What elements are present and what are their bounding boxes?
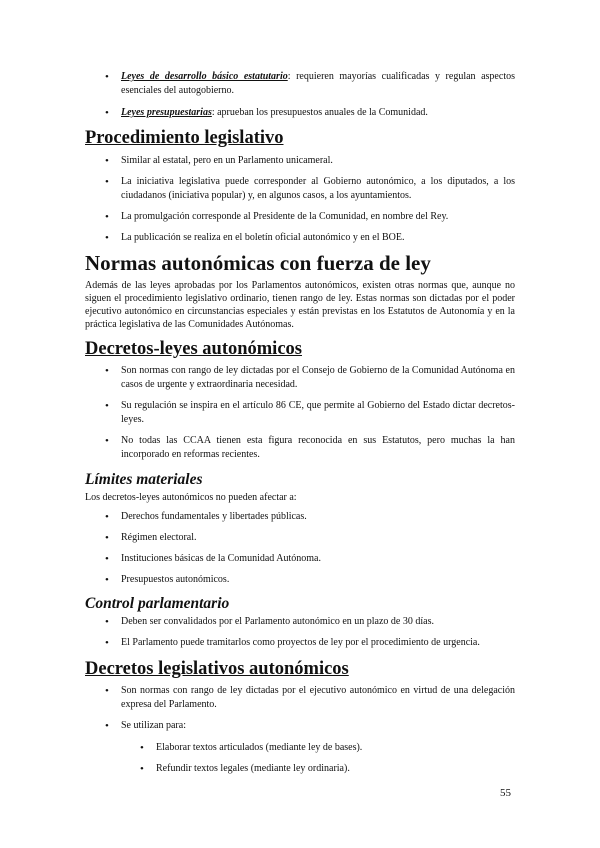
- list-item: • Instituciones básicas de la Comunidad Autónoma.: [85, 552, 515, 566]
- heading-limites: Límites materiales: [85, 471, 203, 488]
- list-item: • Presupuestos autonómicos.: [85, 573, 515, 587]
- decretos-leyes-list: [85, 364, 515, 462]
- limites-list: [85, 510, 515, 587]
- heading-decretos-legislativos: Decretos legislativos autonómicos: [85, 659, 349, 679]
- list-item: • El Parlamento puede tramitarlos como proyectos de ley por el procedimiento de urgencia.: [85, 636, 515, 650]
- paragraph-normas: Además de las leyes aprobadas por los Parlamentos autonómicos, existen otras normas que, aunque no siguen el procedimiento legislativo ordinario, tienen rango de ley. Estas normas son dictadas por el poder ejecutivo autonómico en circunstancias especiales y están previstas en los Estatutos de Autonomía y en la práctica legislativa de las Comunidades Autónomas.: [85, 280, 515, 330]
- list-item: • Régimen electoral.: [85, 531, 515, 545]
- list-item: • La promulgación corresponde al Presidente de la Comunidad, en nombre del Rey.: [85, 210, 515, 224]
- list-item: [85, 106, 515, 120]
- control-list: [85, 615, 515, 650]
- list-item-text: : requieren mayorías cualificadas y regulan aspectos esenciales del autogobierno.: [121, 71, 515, 96]
- heading-normas: Normas autonómicas con fuerza de ley: [85, 251, 431, 275]
- paragraph-limites: Los decretos-leyes autonómicos no pueden afectar a:: [85, 492, 297, 503]
- sublist-item: • Refundir textos legales (mediante ley ordinaria).: [85, 762, 515, 776]
- decretos-legislativos-sublist: [85, 741, 515, 776]
- list-item: • Son normas con rango de ley dictadas por el Consejo de Gobierno de la Comunidad Autónoma en casos de urgente y extraordinaria necesidad.: [85, 364, 515, 392]
- list-item: • No todas las CCAA tienen esta figura reconocida en sus Estatutos, pero muchas la han incorporado en reformas recientes.: [85, 434, 515, 462]
- heading-control: Control parlamentario: [85, 595, 230, 612]
- list-item: • La publicación se realiza en el boletín oficial autonómico y en el BOE.: [85, 231, 515, 245]
- procedimiento-list: [85, 154, 515, 245]
- list-item: • La iniciativa legislativa puede corresponder al Gobierno autonómico, a los diputados, a los ciudadanos (iniciativa popular) y, en algunos casos, a los ayuntamientos.: [85, 175, 515, 203]
- page-number: 55: [500, 787, 511, 799]
- heading-procedimiento: Procedimiento legislativo: [85, 128, 284, 148]
- term: Leyes de desarrollo básico estatutario: [121, 71, 288, 82]
- intro-list: [85, 70, 515, 120]
- list-item: [85, 70, 515, 98]
- list-item: • Derechos fundamentales y libertades públicas.: [85, 510, 515, 524]
- list-item: • Similar al estatal, pero en un Parlamento unicameral.: [85, 154, 515, 168]
- sublist-item: • Elaborar textos articulados (mediante ley de bases).: [85, 741, 515, 755]
- list-item: • Deben ser convalidados por el Parlamento autonómico en un plazo de 30 días.: [85, 615, 515, 629]
- decretos-legislativos-list: [85, 684, 515, 733]
- heading-decretos-leyes: Decretos-leyes autonómicos: [85, 339, 302, 359]
- list-item: • Se utilizan para:: [85, 719, 515, 733]
- term: Leyes presupuestarias: [121, 107, 212, 118]
- list-item: • Su regulación se inspira en el artículo 86 CE, que permite al Gobierno del Estado dictar decretos-leyes.: [85, 399, 515, 427]
- list-item: • Son normas con rango de ley dictadas por el ejecutivo autonómico en virtud de una delegación expresa del Parlamento.: [85, 684, 515, 712]
- document-page: [85, 0, 515, 776]
- list-item-text: : aprueban los presupuestos anuales de la Comunidad.: [211, 107, 428, 118]
